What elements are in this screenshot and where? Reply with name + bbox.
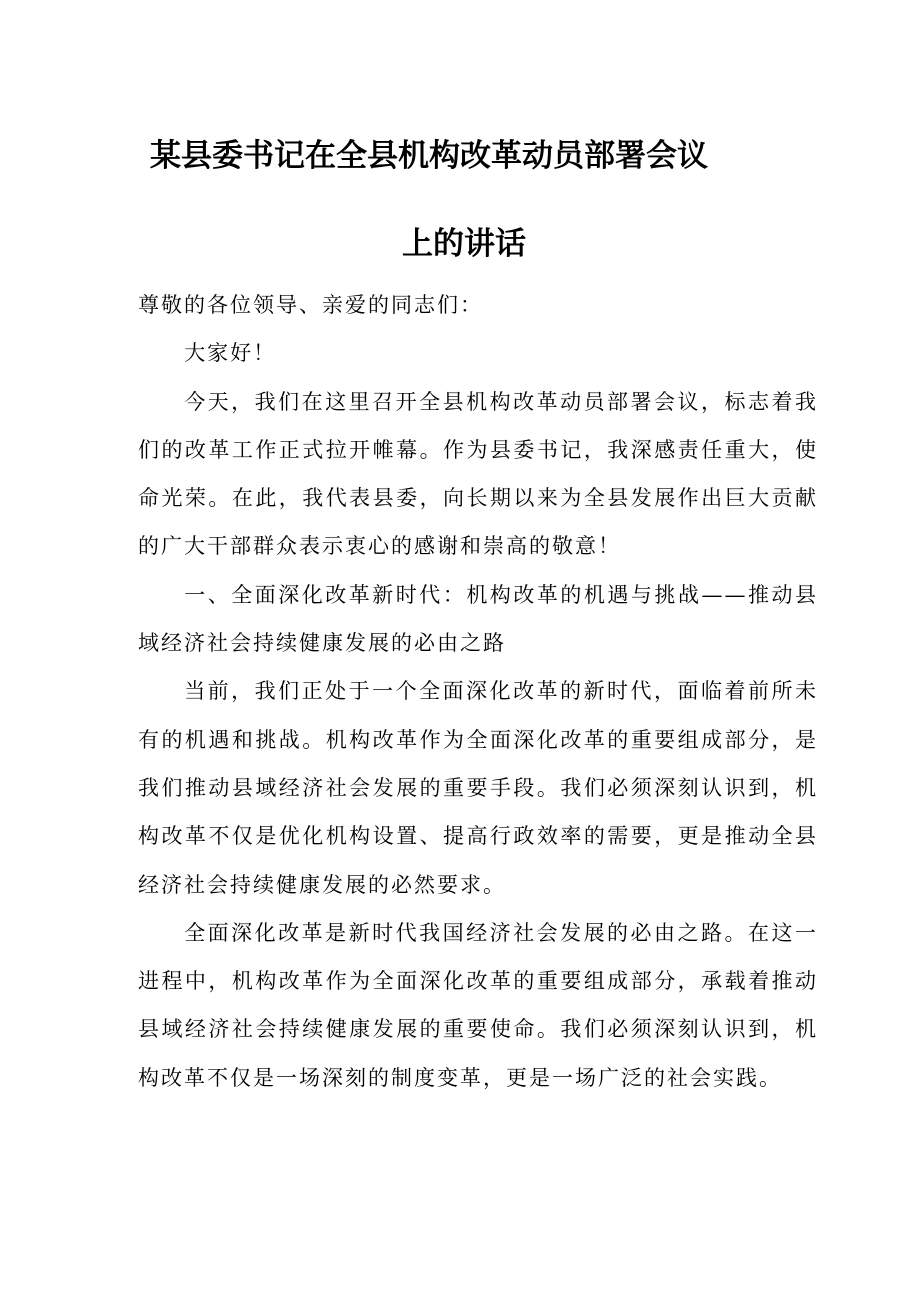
document-body [138, 281, 818, 1102]
section-heading-1: 一、全面深化改革新时代：机构改革的机遇与挑战——推动县域经济社会持续健康发展的必由之路 [138, 582, 818, 656]
salutation: 尊敬的各位领导、亲爱的同志们： [138, 293, 483, 317]
greeting: 大家好！ [184, 341, 277, 366]
paragraph-deepening-reform: 全面深化改革是新时代我国经济社会发展的必由之路。在这一进程中，机构改革作为全面深化改革的重要组成部分，承载着推动县域经济社会持续健康发展的重要使命。我们必须深刻认识到，机构改革不仅是一场深刻的制度变革，更是一场广泛的社会实践。 [138, 920, 818, 1090]
paragraph-opening: 今天，我们在这里召开全县机构改革动员部署会议，标志着我们的改革工作正式拉开帷幕。作为县委书记，我深感责任重大，使命光荣。在此，我代表县委，向长期以来为全县发展作出巨大贡献的广大干部群众表示衷心的感谢和崇高的敬意！ [138, 389, 818, 559]
paragraph-current-era: 当前，我们正处于一个全面深化改革的新时代，面临着前所未有的机遇和挑战。机构改革作为全面深化改革的重要组成部分，是我们推动县域经济社会发展的重要手段。我们必须深刻认识到，机构改革不仅是优化机构设置、提高行政效率的需要，更是推动全县经济社会持续健康发展的必然要求。 [138, 679, 818, 897]
document-title-line-2: 上的讲话 [402, 226, 526, 262]
document-title-line-1: 某县委书记在全县机构改革动员部署会议 [150, 138, 708, 174]
